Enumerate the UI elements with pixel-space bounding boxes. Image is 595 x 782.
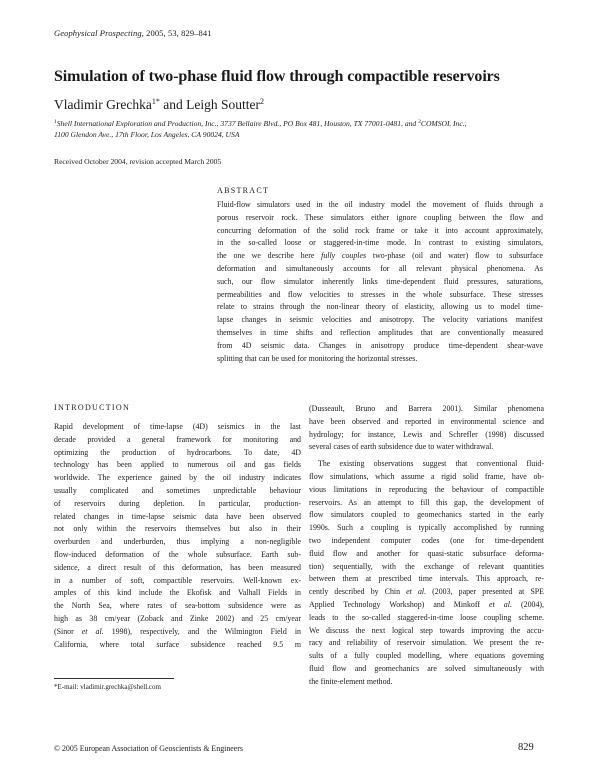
text-line: the finite-element method. xyxy=(309,676,393,686)
text-line: technology has been applied to numerous oil and gas fields xyxy=(54,460,301,470)
author-name: and Leigh Soutter xyxy=(159,97,260,112)
text-line: We discuss the next logical step towards improving the accu- xyxy=(309,625,544,635)
text-line: in the so-called loose or staggered-in-time mode. In contrast to existing simulators, xyxy=(217,238,543,248)
text-line: between them at prescribed time intervals. This approach, re- xyxy=(309,574,544,584)
text-line: Fluid-flow simulators used in the oil industry model the movement of fluids through a xyxy=(217,200,543,209)
text-line: amples of this kind include the Ekofisk and Valhall Fields in xyxy=(54,588,301,598)
text-span: cently described by Chin xyxy=(309,587,407,597)
text-line: deformation and simultaneously accounts for all relevant physical phenomena. As xyxy=(217,263,543,273)
text-line: relate to strains through the non-linear theory of elasticity, allowing us to model time- xyxy=(217,302,543,312)
text-line: related changes in time-lapse seismic data have been observed xyxy=(54,511,301,521)
affiliations xyxy=(54,117,554,140)
emphasis-text: fully couples xyxy=(321,251,367,261)
affiliation-line: 1100 Glendon Ave., 17th Floor, Los Angeles, CA 90024, USA xyxy=(54,130,240,139)
abstract-body xyxy=(217,199,543,365)
text-line: lapse changes in seismic velocities and anisotropy. The velocity variations manifest xyxy=(217,315,543,325)
text-line: in a number of soft, compactible reservoirs. Well-known ex- xyxy=(54,575,301,585)
text-line: flow-induced deformation of the whole subsurface. Earth sub- xyxy=(54,549,301,559)
text-line xyxy=(309,586,544,599)
text-line: (Dusseault, Bruno and Barrera 2001). Similar phenomena xyxy=(309,404,544,413)
text-line xyxy=(54,626,301,639)
received-date: Received October 2004, revision accepted March 2005 xyxy=(54,157,222,166)
text-line: concurring deformation of the solid rock frame or take it into account approximately, xyxy=(217,225,543,235)
text-line: vious limitations in reproducing the behaviour of compactible xyxy=(309,484,544,494)
text-line: sidence, a direct result of this deformation, has been measured xyxy=(54,562,301,572)
text-line xyxy=(309,599,544,612)
text-line: reservoirs. As an attempt to fill this gap, the development of xyxy=(309,497,544,507)
affiliation-line xyxy=(54,117,554,129)
affiliation-marker: 2 xyxy=(418,119,421,125)
text-line: several cases of earth subsidence due to water withdrawal. xyxy=(309,442,494,452)
text-line: themselves in time shifts and reflection amplitudes that are conventionally measured xyxy=(217,327,543,337)
footnote-email: *E-mail: vladimir.grechka@shell.com xyxy=(54,683,161,691)
author-superscript: 1* xyxy=(151,97,160,106)
copyright-notice: © 2005 European Association of Geoscientists & Engineers xyxy=(54,744,243,753)
affiliation-text: COMSOL Inc., xyxy=(420,119,467,128)
text-line: of reservoirs during depletion. In particular, production- xyxy=(54,498,301,508)
text-span: (2003, paper presented at SPE xyxy=(426,587,544,597)
text-line: overburden and underburden, thus implying a non-negligible xyxy=(54,537,301,547)
text-span: the one we describe here xyxy=(217,251,322,261)
affiliation-text: Shell International Exploration and Production, Inc., 3737 Bellaire Blvd., PO Box 481, Houston, TX 77001-0481, and xyxy=(56,119,419,128)
text-line: usually complicated and sometimes unpredictable behaviour xyxy=(54,485,301,495)
text-line: porous reservoir rock. These simulators either ignore coupling between the flow and xyxy=(217,212,543,222)
introduction-heading: INTRODUCTION xyxy=(54,403,131,412)
text-span: two-phase (oil and water) flow to subsurface xyxy=(366,251,543,261)
text-line: two independent computer codes (one for time-dependent xyxy=(309,535,544,545)
text-line: splitting that can be used for monitoring the horizontal stresses. xyxy=(217,353,418,363)
text-line: decade provided a general framework for monitoring and xyxy=(54,434,301,444)
article-title: Simulation of two-phase fluid flow through compactible reservoirs xyxy=(54,68,500,85)
text-span: (Sinor xyxy=(54,626,82,636)
text-line: 1990s. Such a coupling is typically accomplished by running xyxy=(309,523,544,533)
text-span: 1998), respectively, and the Wilmington Field in xyxy=(103,626,302,636)
introduction-left-column xyxy=(54,421,301,651)
author-name: Vladimir Grechka xyxy=(54,97,152,112)
text-line: the North Sea, where rates of sea-bottom subsidence were as xyxy=(54,601,301,611)
page-number: 829 xyxy=(518,742,534,753)
text-span: (2004), xyxy=(511,599,544,609)
emphasis-text: et al. xyxy=(489,599,512,609)
text-line: The existing observations suggest that conventional fluid- xyxy=(318,459,544,469)
text-span: Applied Technology Workshop) and Minkoff xyxy=(309,599,490,609)
text-line: permeabilities and flow velocities to stresses in the whole subsurface. These stresses xyxy=(217,289,543,299)
text-line: Rapid development of time-lapse (4D) seismics in the last xyxy=(54,422,301,431)
right-column xyxy=(309,403,544,689)
text-line: leads to the so-called staggered-in-time loose coupling scheme. xyxy=(309,612,544,622)
text-line: tion) sequentially, with the exchange of relevant quantities xyxy=(309,561,544,571)
text-line: fluid flow and another for quasi-static subsurface deforma- xyxy=(309,548,544,558)
emphasis-text: et al. xyxy=(406,587,427,597)
text-line: flow simulators coupled to geomechanics started in the early xyxy=(309,510,544,520)
journal-header xyxy=(54,28,212,38)
text-line: sults of a fully coupled modelling, where equations governing xyxy=(309,651,544,661)
emphasis-text: et al. xyxy=(81,626,104,636)
text-line xyxy=(217,250,543,263)
text-line: high as 38 cm/year (Zoback and Zinke 2002) and 25 cm/year xyxy=(54,613,301,623)
text-line: hydrology; for instance, Lewis and Schrefler (1998) discussed xyxy=(309,429,544,439)
text-line: optimizing the production of hydrocarbons. To date, 4D xyxy=(54,447,301,457)
text-line: such, our flow simulator inherently links time-dependent fluid pressures, saturations, xyxy=(217,276,543,286)
text-line: worldwide. The experience gained by the oil industry indicates xyxy=(54,473,301,483)
text-line: fluid flow and geomechanics are solved simultaneously with xyxy=(309,663,544,673)
journal-name: Geophysical Prospecting xyxy=(54,28,142,38)
author-superscript: 2 xyxy=(259,97,264,106)
text-line: from 4D seismic data. Changes in anisotropy produce time-dependent shear-wave xyxy=(217,340,543,350)
footnote-divider xyxy=(54,678,174,679)
author-list xyxy=(54,97,264,113)
text-line: not only within the reservoirs themselves but also in their xyxy=(54,524,301,534)
text-line: racy and reliability of reservoir simulation. We present the re- xyxy=(309,638,544,648)
affiliation-marker: 1 xyxy=(54,119,57,125)
journal-details: , 2005, 53, 829–841 xyxy=(141,28,212,38)
text-line: have been observed and reported in environmental science and xyxy=(309,416,544,426)
text-line: California, where total surface subsidence reached 9.5 m xyxy=(54,639,301,649)
text-line: flow simulations, which assume a rigid solid frame, have ob- xyxy=(309,471,544,481)
abstract-heading: ABSTRACT xyxy=(217,186,270,195)
